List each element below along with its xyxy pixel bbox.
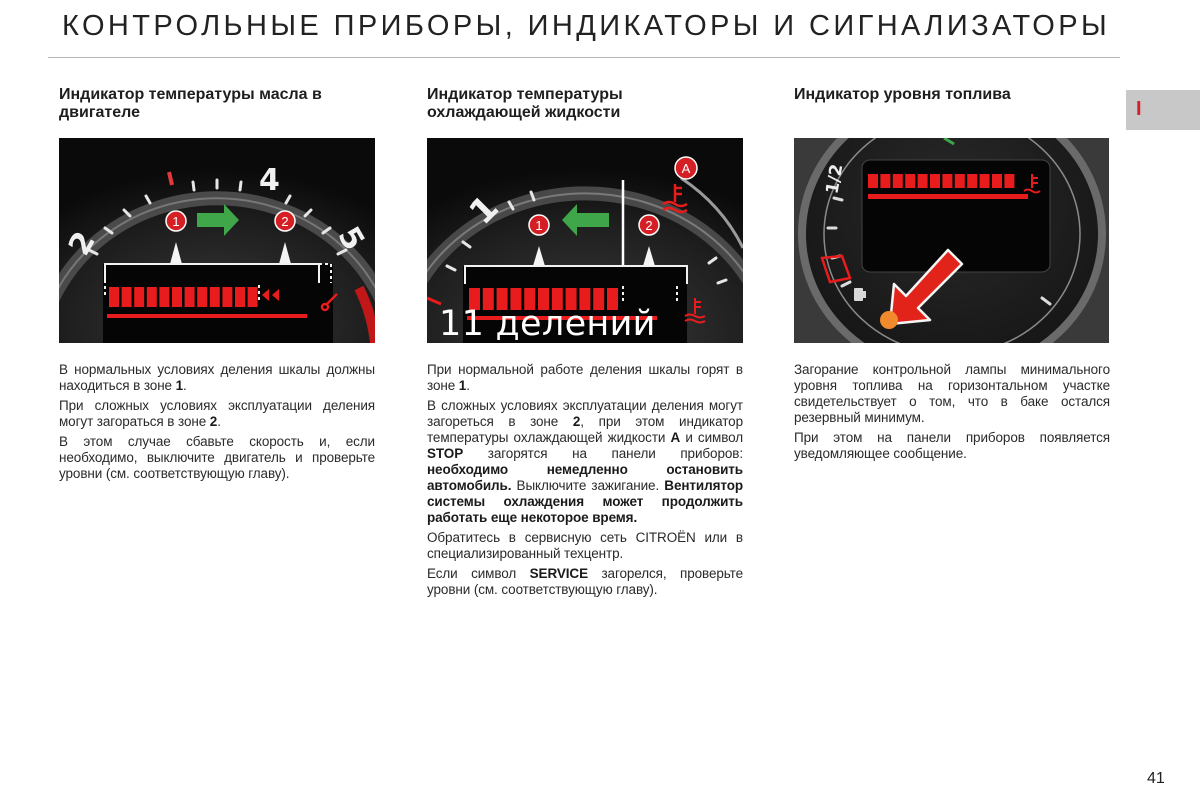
fuel-reserve-lamp: [880, 311, 898, 329]
display-segment: [235, 287, 245, 307]
oil-temperature-gauge-photo: [59, 138, 375, 343]
title-rule: [48, 57, 1120, 58]
coolant-temperature-text: [427, 362, 743, 602]
page-title: КОНТРОЛЬНЫЕ ПРИБОРЫ, ИНДИКАТОРЫ И СИГНАЛИЗАТОРЫ: [62, 10, 1111, 42]
display-segment: [159, 287, 169, 307]
display-segment: [197, 287, 207, 307]
display-segment: [109, 287, 119, 307]
svg-text:A: A: [681, 161, 691, 176]
fuel-paragraph-1: Загорание контрольной лампы минимального уровня топлива на горизонтальном участке свидетельствует о том, что в баке остался резервный минимум.: [794, 362, 1110, 425]
fuel-level-heading: [794, 86, 1112, 124]
coolant-temperature-section: [427, 86, 745, 597]
display-segment: [185, 287, 195, 307]
display-segment: [1004, 174, 1014, 188]
coolant-paragraph-1: При нормальной работе деления шкалы горят в зоне 1.: [427, 362, 743, 393]
display-segment: [955, 174, 965, 188]
fuel-gauge-illustration: [794, 138, 1109, 343]
coolant-paragraph-4: Если символ SERVICE загорелся, проверьте уровни (см. соответствующую главу).: [427, 566, 743, 597]
display-segment: [980, 174, 990, 188]
display-segment: [172, 287, 182, 307]
scale-label-2: 2: [62, 225, 103, 262]
svg-text:2: 2: [281, 214, 289, 229]
coolant-temperature-gauge-photo: [427, 138, 743, 343]
svg-text:1: 1: [172, 214, 180, 229]
display-segment: [942, 174, 952, 188]
oil-temperature-section: [59, 86, 377, 481]
scale-label-5: 5: [330, 220, 372, 257]
display-segment: [880, 174, 890, 188]
display-segment: [893, 174, 903, 188]
scale-label-4: 4: [259, 163, 280, 198]
display-segment: [134, 287, 144, 307]
display-segment: [248, 287, 258, 307]
display-segment: [967, 174, 977, 188]
oil-temperature-text: [59, 362, 375, 486]
oil-paragraph-2: При сложных условиях эксплуатации деления могут загораться в зоне 2.: [59, 398, 375, 429]
display-segment: [868, 174, 878, 188]
display-segment: [930, 174, 940, 188]
display-segment: [222, 287, 232, 307]
oil-paragraph-3: В этом случае сбавьте скорость и, если необходимо, выключите двигатель и проверьте уровни (см. соответствующую главу).: [59, 434, 375, 481]
overlay-caption: 11 делений: [439, 304, 656, 343]
display-segment: [918, 174, 928, 188]
fuel-level-section: [794, 86, 1112, 461]
fuel-level-gauge-photo: [794, 138, 1109, 343]
section-tab: [1126, 90, 1200, 130]
display-segment: [122, 287, 132, 307]
display-segment: [905, 174, 915, 188]
oil-temperature-heading: [59, 86, 377, 124]
fuel-paragraph-2: При этом на панели приборов появляется уведомляющее сообщение.: [794, 430, 1110, 461]
coolant-paragraph-3: Обратитесь в сервисную сеть CITROËN или в специализированный техцентр.: [427, 530, 743, 561]
coolant-paragraph-2: В сложных условиях эксплуатации деления могут загореться в зоне 2, при этом индикатор температуры охлаждающей жидкости A и символ STOP загорятся на панели приборов: необходимо немедленно остановить автомобиль. Выключите зажигание. Вентилятор системы охлаждения может продолжить работать еще некоторое время.: [427, 398, 744, 525]
oil-heading-line1: Индикатор температуры масла в: [59, 86, 322, 103]
scale-label-half: 1/2: [822, 162, 848, 196]
page-number: 41: [1147, 770, 1165, 787]
oil-heading-line2: двигателе: [59, 104, 140, 121]
scale-label-1: 1: [461, 187, 507, 233]
coolant-heading-line2: охлаждающей жидкости: [427, 104, 621, 121]
fuel-heading-line1: Индикатор уровня топлива: [794, 86, 1011, 103]
display-segment: [147, 287, 157, 307]
section-tab-label: I: [1136, 98, 1142, 120]
callout-a: [675, 157, 697, 179]
oil-gauge-illustration: [59, 138, 375, 343]
display-segment: [210, 287, 220, 307]
coolant-heading-line1: Индикатор температуры: [427, 86, 623, 103]
svg-text:2: 2: [645, 218, 653, 233]
coolant-temperature-heading: [427, 86, 745, 124]
svg-text:1: 1: [535, 218, 543, 233]
oil-paragraph-1: В нормальных условиях деления шкалы должны находиться в зоне 1.: [59, 362, 375, 393]
fuel-level-text: [794, 362, 1110, 466]
display-segment: [992, 174, 1002, 188]
